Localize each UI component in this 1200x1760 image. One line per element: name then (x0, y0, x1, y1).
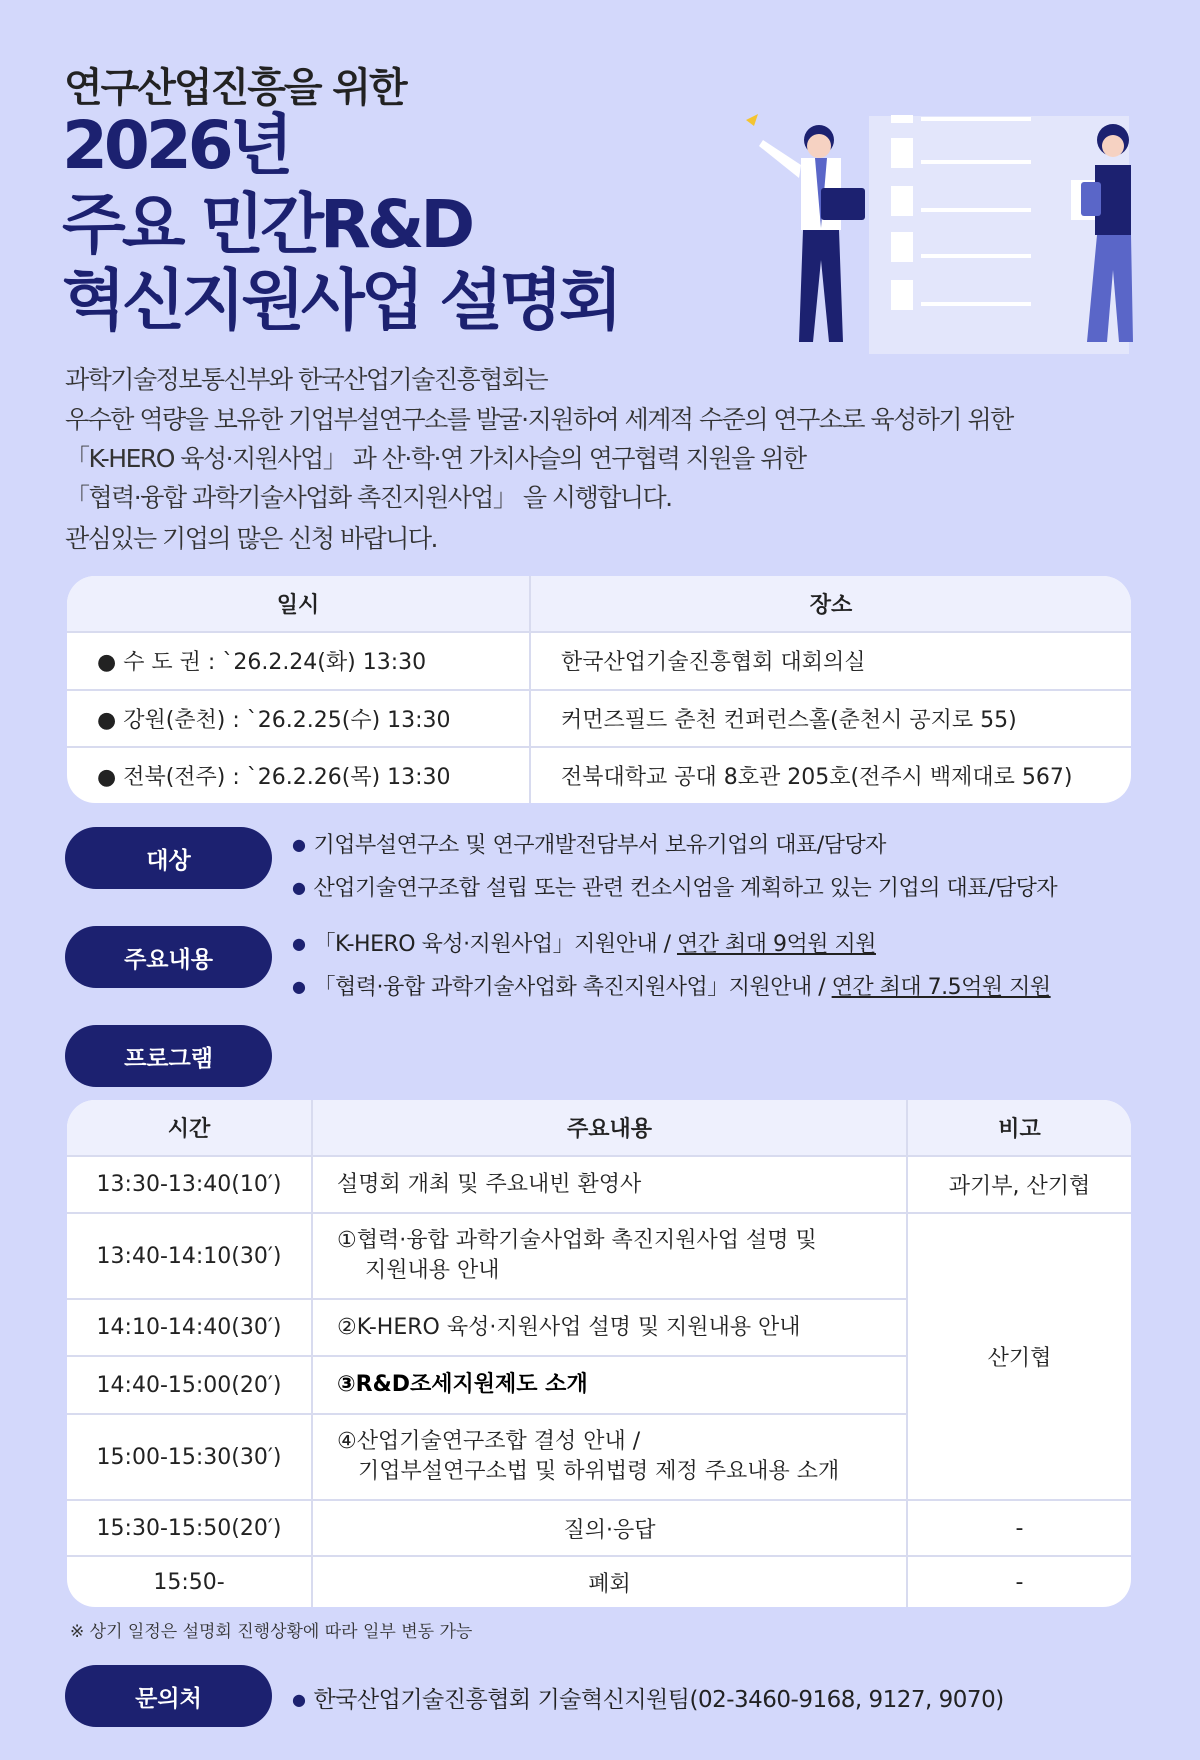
content-highlight: 연간 최대 9억원 지원 (676, 932, 876, 957)
program-label: 프로그램 (65, 1025, 272, 1087)
contact-info: ● 한국산업기술진흥협회 기술혁신지원팀(02-3460-9168, 9127, 9070) (292, 1681, 1004, 1714)
schedule-header: 일시 (67, 576, 530, 632)
program-content: ②K-HERO 육성·지원사업 설명 및 지원내용 안내 (312, 1299, 907, 1356)
program-time: 15:00-15:30(30′) (67, 1414, 312, 1500)
target-item: ● 기업부설연구소 및 연구개발전담부서 보유기업의 대표/담당자 (292, 828, 886, 859)
program-time: 13:30-13:40(10′) (67, 1156, 312, 1213)
contact-label: 문의처 (65, 1665, 272, 1727)
intro-line: 「협력·융합 과학기술사업화 촉진지원사업」 을 시행합니다. (65, 483, 672, 512)
schedule-when: ● 전북(전주) : `26.2.26(목) 13:30 (67, 747, 530, 803)
program-note: - (907, 1556, 1131, 1607)
program-row (67, 1500, 1131, 1556)
target-item: ● 산업기술연구조합 설립 또는 관련 컨소시엄을 계획하고 있는 기업의 대표/담당자 (292, 871, 1057, 902)
schedule-row (67, 747, 1131, 803)
program-table (67, 1100, 1131, 1607)
intro-line: 과학기술정보통신부와 한국산업기술진흥협회는 (65, 365, 548, 394)
people-checklist-illustration (741, 110, 1151, 355)
schedule-where: 한국산업기술진흥협회 대회의실 (530, 632, 1131, 690)
program-content: ④산업기술연구조합 결성 안내 / 기업부설연구소법 및 하위법령 제정 주요내용 소개 (312, 1414, 907, 1500)
schedule-when: ● 강원(춘천) : `26.2.25(수) 13:30 (67, 690, 530, 748)
program-row (67, 1556, 1131, 1607)
subtitle: 연구산업진흥을 위한 (64, 65, 406, 111)
schedule-row (67, 690, 1131, 748)
program-content: ③R&D조세지원제도 소개 (312, 1356, 907, 1414)
program-content: 질의·응답 (312, 1500, 907, 1556)
program-time: 13:40-14:10(30′) (67, 1213, 312, 1299)
program-time: 14:40-15:00(20′) (67, 1356, 312, 1414)
program-time: 14:10-14:40(30′) (67, 1299, 312, 1356)
program-time: 15:50- (67, 1556, 312, 1607)
title-line: 2026년 (62, 107, 290, 184)
program-content: 폐회 (312, 1556, 907, 1607)
intro-line: 「K-HERO 육성·지원사업」 과 산·학·연 가치사슬의 연구협력 지원을 위한 (65, 444, 806, 473)
content-item (292, 927, 876, 958)
title-line: 주요 민간R&D (62, 186, 472, 263)
target-label: 대상 (65, 827, 272, 889)
intro-line: 우수한 역량을 보유한 기업부설연구소를 발굴·지원하여 세계적 수준의 연구소로 육성하기 위한 (65, 405, 1013, 434)
title-line: 혁신지원사업 설명회 (62, 262, 619, 339)
program-header: 비고 (907, 1100, 1131, 1156)
schedule-where: 전북대학교 공대 8호관 205호(전주시 백제대로 567) (530, 747, 1131, 803)
program-content: ①협력·융합 과학기술사업화 촉진지원사업 설명 및 지원내용 안내 (312, 1213, 907, 1299)
program-note: - (907, 1500, 1131, 1556)
program-note: 과기부, 산기협 (907, 1156, 1131, 1213)
program-header: 주요내용 (312, 1100, 907, 1156)
program-row (67, 1156, 1131, 1213)
content-label: 주요내용 (65, 926, 272, 988)
program-row (67, 1213, 1131, 1299)
schedule-row (67, 632, 1131, 690)
content-text: 「K-HERO 육성·지원사업」지원안내 / (313, 932, 677, 957)
content-item (292, 970, 1051, 1001)
schedule-header: 장소 (530, 576, 1131, 632)
footnote: ※ 상기 일정은 설명회 진행상황에 따라 일부 변동 가능 (70, 1622, 473, 1642)
program-content: 설명회 개최 및 주요내빈 환영사 (312, 1156, 907, 1213)
schedule-when: ● 수 도 권 : `26.2.24(화) 13:30 (67, 632, 530, 690)
program-time: 15:30-15:50(20′) (67, 1500, 312, 1556)
content-text: 「협력·융합 과학기술사업화 촉진지원사업」지원안내 / (313, 975, 832, 1000)
program-header: 시간 (67, 1100, 312, 1156)
content-highlight: 연간 최대 7.5억원 지원 (831, 975, 1051, 1000)
schedule-where: 커먼즈필드 춘천 컨퍼런스홀(춘천시 공지로 55) (530, 690, 1131, 748)
schedule-table (67, 576, 1131, 803)
program-note: 산기협 (907, 1213, 1131, 1500)
intro-line: 관심있는 기업의 많은 신청 바랍니다. (65, 524, 437, 553)
